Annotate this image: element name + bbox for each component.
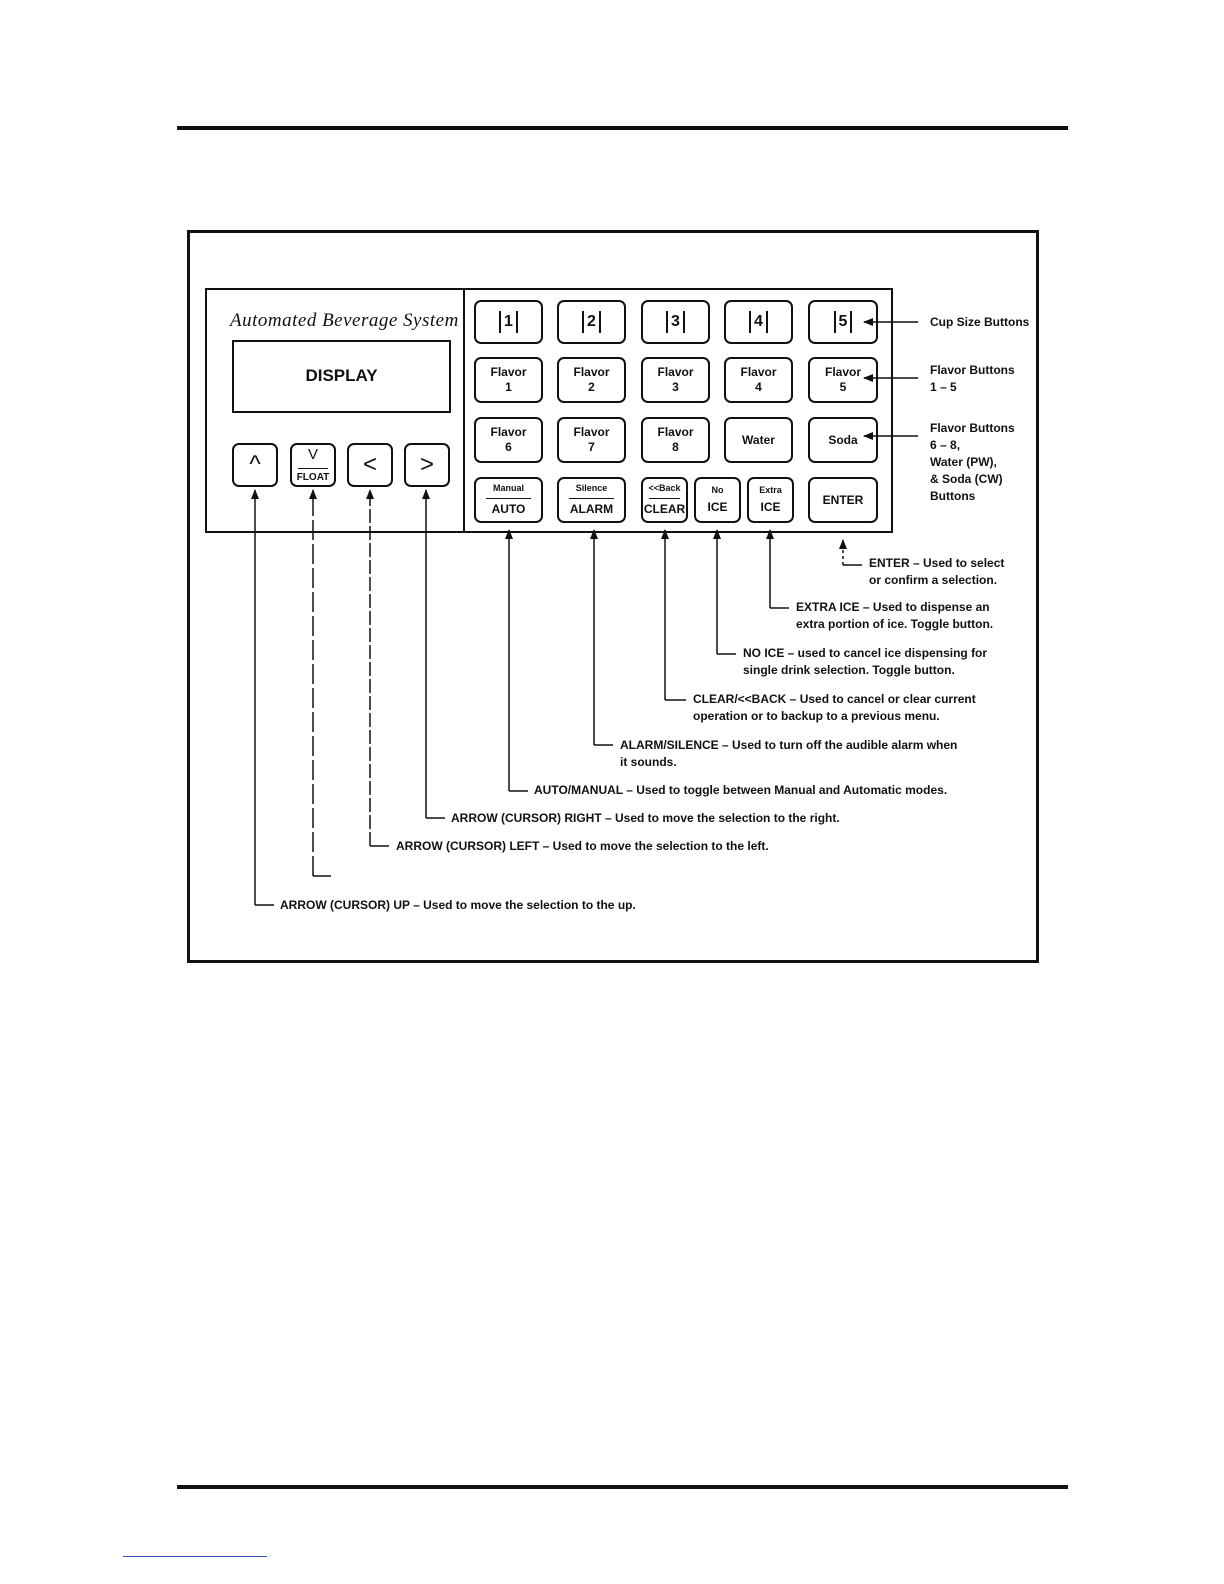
extra-ice-callout-line2: extra portion of ice. Toggle button.: [796, 617, 994, 631]
silence-label: Silence: [575, 483, 608, 494]
arrow-up-icon: ^: [249, 451, 261, 478]
clear-callout-line2: operation or to backup to a previous menu.: [693, 709, 940, 723]
clear-callout-line1: CLEAR/<<BACK – Used to cancel or clear current: [693, 692, 976, 706]
flavor-label: Flavor: [657, 365, 694, 379]
flavor68-callout-line4: & Soda (CW): [930, 472, 1003, 486]
cup-icon: 5: [834, 311, 853, 333]
flavor-number: 5: [839, 380, 847, 394]
flavor-number: 7: [588, 440, 595, 454]
arrow-up-callout: ARROW (CURSOR) UP – Used to move the selection to the up.: [280, 898, 636, 912]
cup-icon: 4: [749, 311, 768, 333]
auto-label: AUTO: [491, 501, 526, 516]
arrow-left-callout: ARROW (CURSOR) LEFT – Used to move the selection to the left.: [396, 839, 769, 853]
alarm-callout-line1: ALARM/SILENCE – Used to turn off the audible alarm when: [620, 738, 958, 752]
brand-title: Automated Beverage System: [230, 310, 459, 331]
flavor15-callout-line1: Flavor Buttons: [930, 363, 1015, 377]
flavor-label: Flavor: [657, 425, 694, 439]
enter-callout-line1: ENTER – Used to select: [869, 556, 1005, 570]
no-ice-callout-line1: NO ICE – used to cancel ice dispensing for: [743, 646, 988, 660]
flavor68-callout-line1: Flavor Buttons: [930, 421, 1015, 435]
auto-callout: AUTO/MANUAL – Used to toggle between Manual and Automatic modes.: [534, 783, 948, 797]
flavor-number: 1: [505, 380, 512, 394]
flavor68-callout-line2: 6 – 8,: [930, 438, 961, 452]
flavor-label: Flavor: [573, 425, 610, 439]
cup-icon: 1: [499, 311, 518, 333]
flavor68-callout-line3: Water (PW),: [930, 455, 997, 469]
flavor-label: Flavor: [490, 365, 527, 379]
flavor-label: Flavor: [740, 365, 777, 379]
cup-icon: 3: [666, 311, 685, 333]
flavor-label: Flavor: [490, 425, 527, 439]
no-ice-callout-line2: single drink selection. Toggle button.: [743, 663, 955, 677]
extra-label: Extra: [759, 484, 782, 495]
manual-label: Manual: [492, 483, 524, 494]
ice-label: ICE: [707, 500, 728, 515]
display-label: DISPLAY: [305, 366, 378, 385]
flavor-label: Flavor: [573, 365, 610, 379]
ice-label: ICE: [760, 500, 781, 515]
flavor-number: 8: [672, 440, 679, 454]
arrow-left-icon: <: [362, 451, 377, 478]
arrow-right-icon: >: [419, 451, 434, 478]
flavor-number: 6: [505, 440, 512, 454]
alarm-label: ALARM: [569, 501, 614, 516]
float-label: FLOAT: [296, 471, 330, 483]
flavor-number: 2: [588, 380, 595, 394]
flavor15-callout-line2: 1 – 5: [930, 380, 957, 394]
back-label: <<Back: [648, 483, 681, 494]
footer-rule: [177, 1485, 1068, 1489]
flavor-number: 4: [755, 380, 762, 394]
cup-icon: 2: [582, 311, 601, 333]
flavor-label: Flavor: [824, 365, 861, 379]
enter-label: ENTER: [822, 492, 864, 507]
arrow-down-icon: V: [307, 445, 318, 463]
flavor-number: 3: [672, 380, 679, 394]
enter-callout-line2: or confirm a selection.: [869, 573, 998, 587]
footer-link-underline: [123, 1556, 267, 1557]
clear-label: CLEAR: [643, 501, 686, 516]
water-label: Water: [742, 432, 775, 447]
arrow-right-callout: ARROW (CURSOR) RIGHT – Used to move the selection to the right.: [451, 811, 840, 825]
no-label: No: [711, 484, 724, 495]
extra-ice-callout-line1: EXTRA ICE – Used to dispense an: [796, 600, 990, 614]
cup-size-callout: Cup Size Buttons: [930, 315, 1030, 329]
alarm-callout-line2: it sounds.: [620, 755, 677, 769]
flavor68-callout-line5: Buttons: [930, 489, 976, 503]
soda-label: Soda: [828, 432, 858, 447]
